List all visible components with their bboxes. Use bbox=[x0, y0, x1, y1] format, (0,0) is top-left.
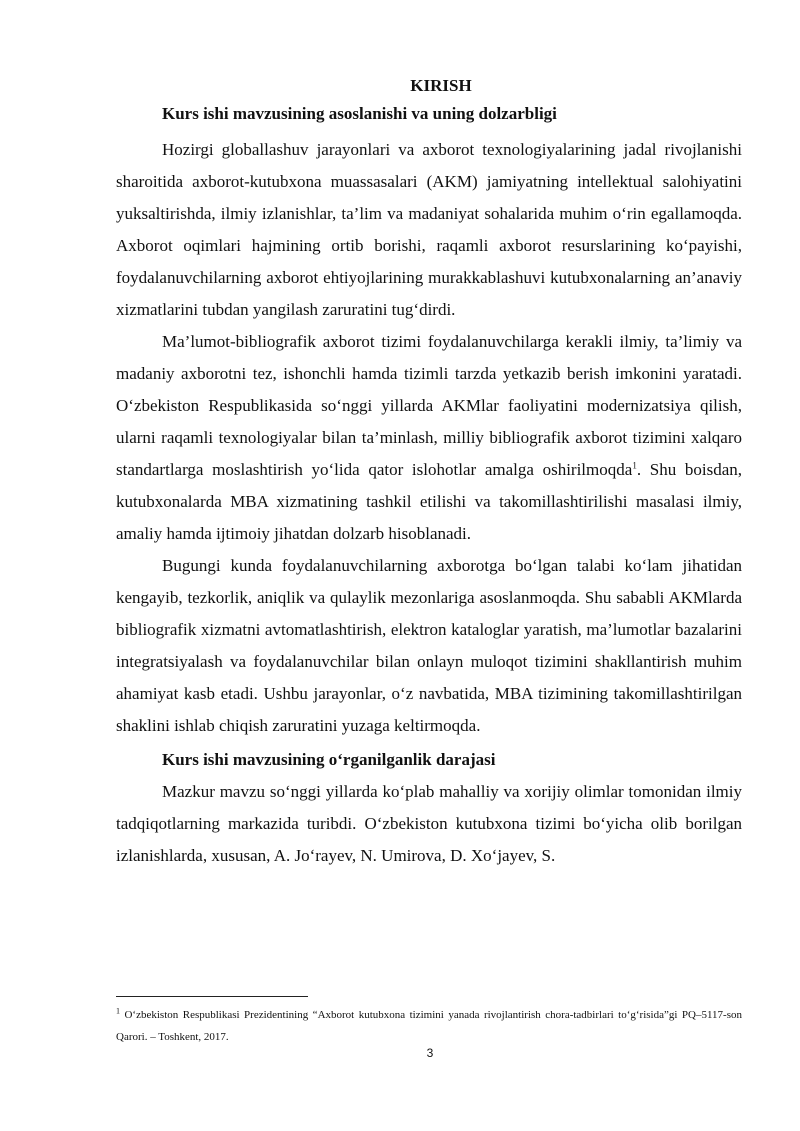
footnote-reference: 1 bbox=[632, 460, 637, 471]
document-body bbox=[116, 76, 742, 872]
footnote-mark: 1 bbox=[116, 1006, 120, 1016]
footnote-text: O‘zbekiston Respublikasi Prezidentining “Axborot kutubxona tizimini yanada rivojlantirish chora-tadbirlari to‘g‘risida”gi PQ–5117-son Qarori. – Toshkent, 2017. bbox=[116, 1009, 742, 1043]
paragraph-3: Bugungi kunda foydalanuvchilarning axborotga bo‘lgan talabi ko‘lam jihatidan kengayib, tezkorlik, aniqlik va qulaylik mezonlariga asoslanmoqda. Shu sababli AKMlarda bibliografik xizmatni avtomatlashtirish, elektron kataloglar yaratish, ma’lumotlar bazalarini integratsiyalash va foydalanuvchilar bilan onlayn muloqot tizimini shakllantirish muhim ahamiyat kasb etadi. Ushbu jarayonlar, o‘z navbatida, MBA tizimining takomillashtirilgan shaklini ishlab chiqish zaruratini yuzaga keltirmoqda. bbox=[116, 556, 742, 735]
paragraph-1: Hozirgi globallashuv jarayonlari va axborot texnologiyalarining jadal rivojlanishi sharoitida axborot-kutubxona muassasalari (AKM) jamiyatning intellektual salohiyatini yuksaltirishda, ilmiy izlanishlar, ta’lim va madaniyat sohalarida muhim o‘rin egallamoqda. Axborot oqimlari hajmining ortib borishi, raqamli axborot resurslarining ko‘payishi, foydalanuvchilarning axborot ehtiyojlarining murakkablashuvi kutubxonalarning an’anaviy xizmatlarini tubdan yangilash zaruratini tug‘dirdi. bbox=[116, 140, 742, 319]
page-title: KIRISH bbox=[410, 76, 472, 95]
page-number: 3 bbox=[426, 1046, 434, 1060]
section-heading-relevance: Kurs ishi mavzusining asoslanishi va uning dolzarbligi bbox=[162, 104, 557, 123]
section-heading-study-level: Kurs ishi mavzusining o‘rganilganlik darajasi bbox=[162, 750, 496, 769]
footnote-separator bbox=[116, 996, 308, 997]
paragraph-2 bbox=[116, 326, 742, 550]
footnote bbox=[116, 1004, 742, 1048]
paragraph-4: Mazkur mavzu so‘nggi yillarda ko‘plab mahalliy va xorijiy olimlar tomonidan ilmiy tadqiqotlarning markazida turibdi. O‘zbekiston kutubxona tizimi bo‘yicha olib borilgan izlanishlarda, xususan, A. Jo‘rayev, N. Umirova, D. Xo‘jayev, S. bbox=[116, 782, 742, 865]
paragraph-2-text-a: Ma’lumot-bibliografik axborot tizimi foydalanuvchilarga kerakli ilmiy, ta’limiy va madaniy axborotni tez, ishonchli hamda tizimli tarzda yetkazib berish imkonini yaratadi. O‘zbekiston Respublikasida so‘nggi yillarda AKMlar faoliyatini modernizatsiya qilish, ularni raqamli texnologiyalar bilan ta’minlash, milliy bibliografik axborot tizimini xalqaro standartlarga moslashtirish yo‘lida qator islohotlar amalga oshirilmoqda bbox=[116, 332, 742, 479]
paragraph-2-text-b: . Shu boisdan, kutubxonalarda MBA xizmatining tashkil etilishi va takomillashtirilishi masalasi ilmiy, amaliy hamda ijtimoiy jihatdan dolzarb hisoblanadi. bbox=[116, 460, 743, 543]
